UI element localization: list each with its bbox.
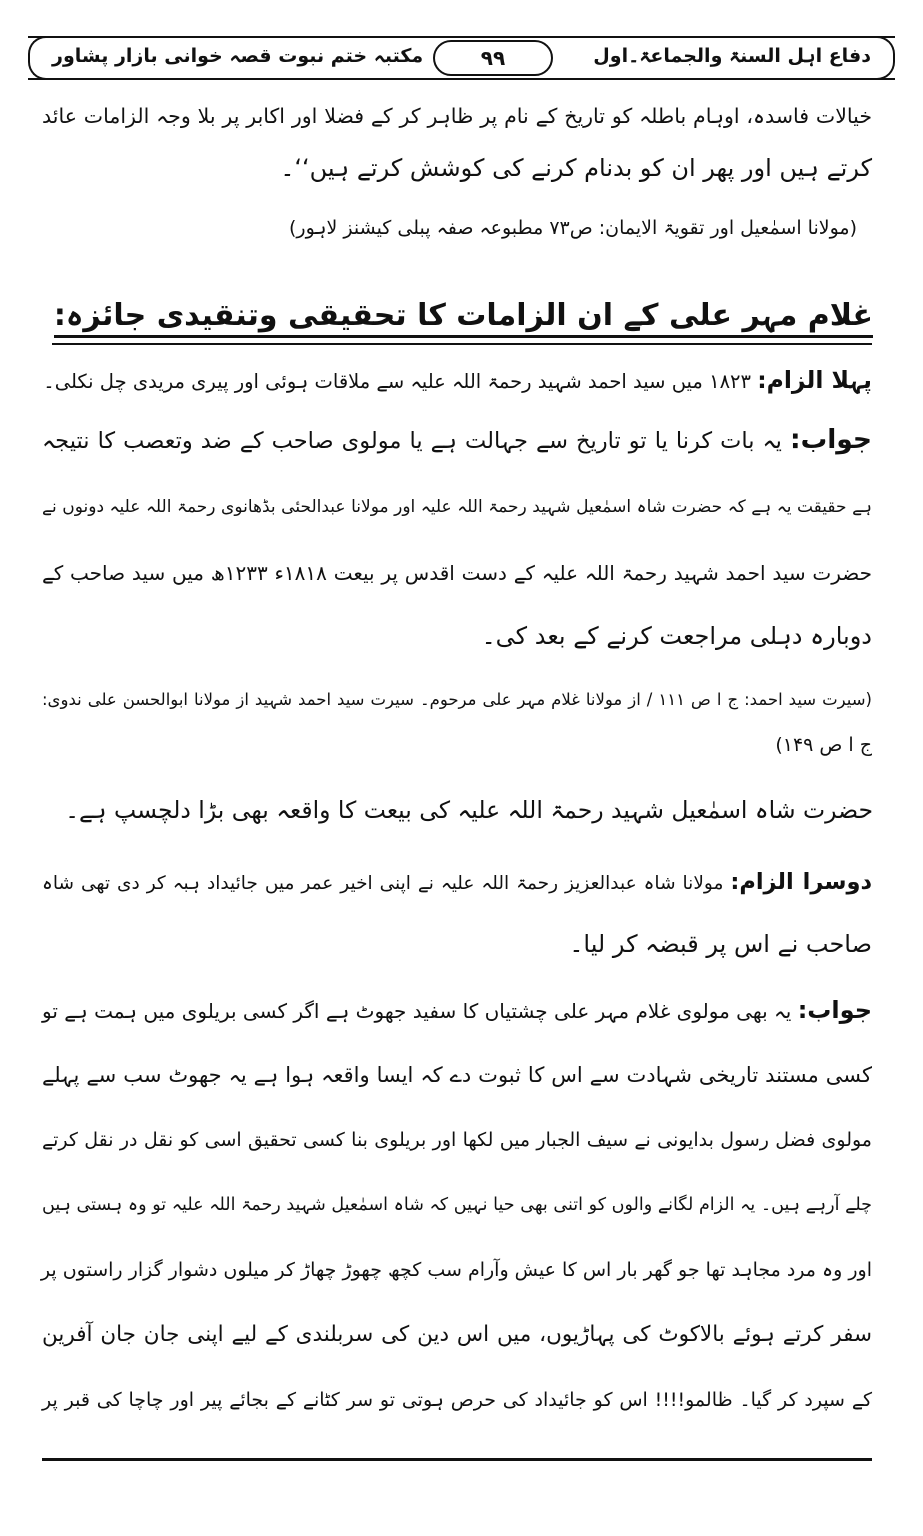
publisher-name: مکتبہ ختم نبوت قصہ خوانی بازار پشاور (52, 45, 424, 67)
allegation-2-line-2: صاحب نے اس پر قبضہ کر لیا۔ (569, 930, 872, 958)
answer-2-line-1-text: یہ بھی مولوی غلام مہر علی چشتیاں کا سفید جھوٹ ہے اگر کسی بریلوی میں ہمت ہے تو (42, 999, 792, 1023)
header-left-cap (28, 36, 46, 80)
answer-1-line-3: حضرت سید احمد شہید رحمۃ اللہ علیہ کے دست اقدس پر بیعت ۱۸۱۸ء ۱۲۳۳ھ میں سید صاحب کے (42, 561, 872, 585)
header-bottom-rule (28, 78, 895, 80)
intro-line-1: خیالات فاسدہ، اوہام باطلہ کو تاریخ کے نام پر ظاہر کر کے فضلا اور اکابر پر بلا وجہ الزامات عائد (42, 104, 872, 128)
answer-1-line-1-text: یہ بات کرنا یا تو تاریخ سے جہالت ہے یا مولوی صاحب کے ضد وتعصب کا نتیجہ (42, 428, 782, 454)
answer-2-line-7: کے سپرد کر گیا۔ ظالمو!!!! اس کو جائیداد کی حرص ہوتی تو سر کٹانے کے بجائے پیر اور چاچا کی قبر پر (42, 1389, 872, 1411)
allegation-1-text: ۱۸۲۳ میں سید احمد شہید رحمۃ اللہ علیہ سے ملاقات ہوئی اور پیری مریدی چل نکلی۔ (43, 370, 751, 393)
answer-2-line-2: کسی مستند تاریخی شہادت سے اس کا ثبوت دے کہ ایسا واقعہ ہوا ہے یہ جھوٹ سب سے پہلے (42, 1063, 872, 1087)
answer-2-line-4: چلے آرہے ہیں۔ یہ الزام لگانے والوں کو اتنی بھی حیا نہیں کہ شاہ اسمٰعیل شہید رحمۃ اللہ علیہ تو وہ ہستی ہیں (42, 1195, 872, 1215)
header-top-rule (28, 36, 895, 38)
section-heading: غلام مہر علی کے ان الزامات کا تحقیقی وتنقیدی جائزہ: (54, 298, 873, 338)
answer-1-line-4: دوبارہ دہلی مراجعت کرنے کے بعد کی۔ (481, 622, 872, 650)
heading-underline (52, 343, 872, 345)
answer-1-label: جواب: (789, 424, 873, 455)
answer-1-line-1 (42, 420, 872, 461)
answer-1-reference-1: (سیرت سید احمد: ج ا ص ۱۱۱ / از مولانا غلام مہر علی مرحوم۔ سیرت سید احمد شہید از مولانا ابوالحسن علی ندوی: (42, 690, 872, 709)
allegation-2-line-1 (42, 862, 872, 904)
allegation-1 (42, 360, 872, 402)
page-header (28, 36, 895, 80)
header-right-cap (877, 36, 895, 80)
answer-2-line-5: اور وہ مرد مجاہد تھا جو گھر بار اس کا عیش وآرام سب کچھ چھوڑ چھاڑ کر میلوں دشوار گزار راستوں پر (40, 1259, 872, 1281)
answer-2-line-1 (42, 990, 872, 1031)
allegation-2-label: دوسرا الزام: (730, 869, 872, 895)
book-title: دفاع اہل السنۃ والجماعۃ۔اول (593, 45, 871, 67)
allegation-2-line-1-text: مولانا شاہ عبدالعزیز رحمۃ اللہ علیہ نے اپنی اخیر عمر میں جائیداد ہبہ کر دی تھی شاہ (42, 873, 724, 894)
answer-2-line-6: سفر کرتے ہوئے بالاکوٹ کی پہاڑیوں، میں اس دین کی سربلندی کے لیے اپنی جان جان آفرین (42, 1322, 872, 1347)
page-number: ۹۹ (433, 40, 553, 76)
allegation-1-label: پہلا الزام: (757, 366, 872, 394)
intro-reference: (مولانا اسمٰعیل اور تقویۃ الایمان: ص۷۳ مطبوعہ صفہ پبلی کیشنز لاہور) (288, 217, 857, 239)
footer-rule (42, 1458, 872, 1461)
answer-1-note: حضرت شاہ اسمٰعیل شہید رحمۃ اللہ علیہ کی بیعت کا واقعہ بھی بڑا دلچسپ ہے۔ (65, 796, 873, 824)
answer-2-label: جواب: (797, 996, 872, 1024)
intro-line-2: کرتے ہیں اور پھر ان کو بدنام کرنے کی کوشش کرتے ہیں‘‘۔ (280, 154, 872, 182)
answer-1-line-2: ہے حقیقت یہ ہے کہ حضرت شاہ اسمٰعیل شہید رحمۃ اللہ علیہ اور مولانا عبدالحئی بڈھانوی رحمۃ اللہ علیہ دونوں نے (42, 497, 872, 517)
answer-1-reference-2: ج ا ص ۱۴۹) (775, 734, 872, 756)
answer-2-line-3: مولوی فضل رسول بدایونی نے سیف الجبار میں لکھا اور بریلوی بنا کسی تحقیق اسی کو نقل در نقل کرتے (42, 1129, 872, 1151)
